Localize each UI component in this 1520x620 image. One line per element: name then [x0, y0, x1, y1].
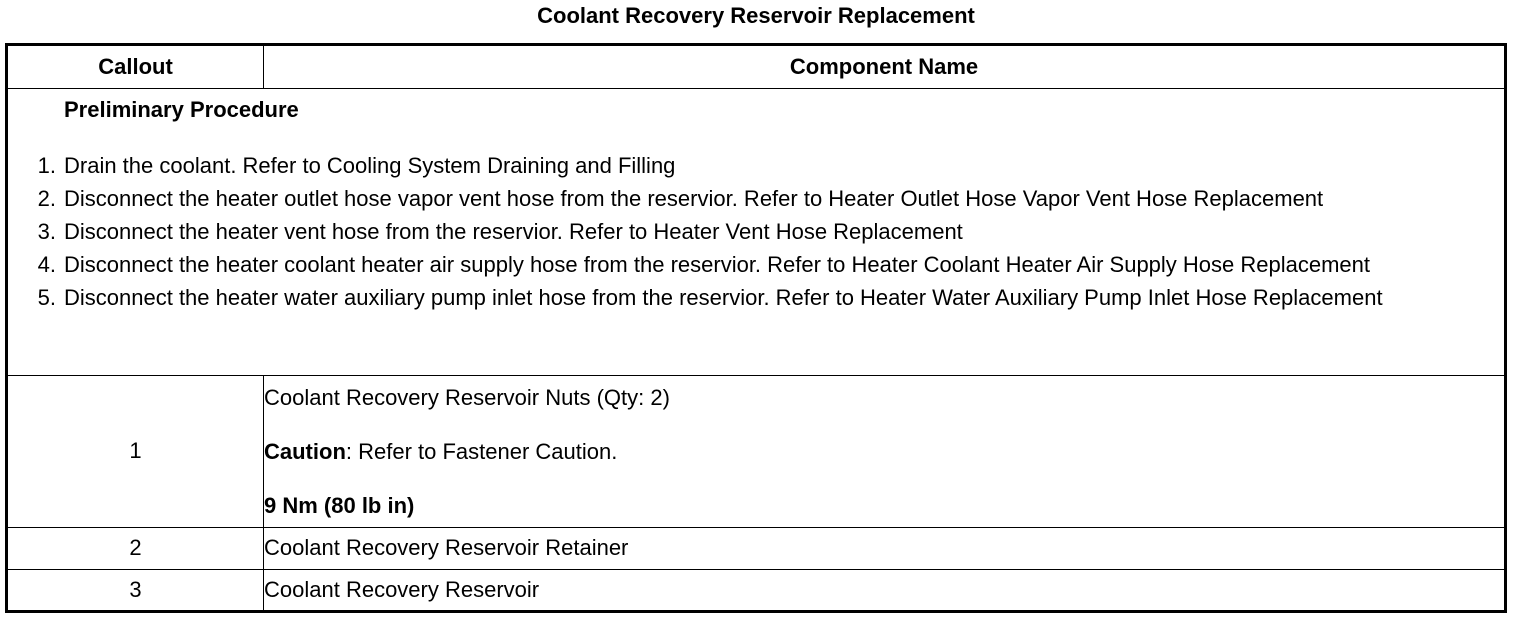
callout-header: Callout — [7, 45, 264, 89]
step-text: Disconnect the heater vent hose from the reservior. Refer to Heater Vent Hose Replacement — [64, 219, 963, 245]
step-text: Drain the coolant. Refer to Cooling System Draining and Filling — [64, 153, 676, 179]
step-number: 4. — [37, 252, 56, 278]
component-name-cell: Coolant Recovery Reservoir — [264, 569, 1506, 611]
step-item — [8, 283, 1496, 312]
step-number: 1. — [37, 153, 56, 179]
table-row — [7, 569, 1506, 611]
component-name: Coolant Recovery Reservoir Nuts (Qty: 2) — [264, 384, 670, 410]
caution-note — [264, 438, 1504, 466]
component-name-cell — [264, 375, 1506, 527]
step-number: 2. — [37, 186, 56, 212]
caution-label: Caution — [264, 438, 346, 464]
preliminary-procedure-heading: Preliminary Procedure — [64, 97, 299, 123]
procedure-table — [5, 43, 1507, 613]
step-item — [8, 184, 1496, 213]
torque-spec: 9 Nm (80 lb in) — [264, 492, 415, 518]
callout-cell: 3 — [7, 569, 264, 611]
step-text: Disconnect the heater water auxiliary pump inlet hose from the reservior. Refer to Heater Water Auxiliary Pump Inlet Hose Replacement — [64, 285, 1383, 311]
callout-cell: 1 — [7, 375, 264, 527]
preliminary-procedure-cell — [7, 89, 1506, 376]
step-text: Disconnect the heater outlet hose vapor vent hose from the reservior. Refer to Heater Outlet Hose Vapor Vent Hose Replacement — [64, 186, 1324, 212]
preliminary-procedure-row — [7, 89, 1506, 376]
preliminary-steps-list — [8, 151, 1496, 312]
document-title: Coolant Recovery Reservoir Replacement — [537, 3, 975, 28]
caution-text: : Refer to Fastener Caution. — [345, 438, 618, 464]
step-item — [8, 217, 1496, 246]
step-item — [8, 151, 1496, 180]
step-number: 3. — [37, 219, 56, 245]
step-item — [8, 250, 1496, 279]
step-text: Disconnect the heater coolant heater air supply hose from the reservior. Refer to Heater Coolant Heater Air Supply Hose Replacement — [64, 252, 1371, 278]
step-number: 5. — [37, 285, 56, 311]
component-name-cell: Coolant Recovery Reservoir Retainer — [264, 527, 1506, 569]
table-header-row — [7, 45, 1506, 89]
component-name-header: Component Name — [264, 45, 1506, 89]
table-row — [7, 375, 1506, 527]
callout-cell: 2 — [7, 527, 264, 569]
table-row — [7, 527, 1506, 569]
